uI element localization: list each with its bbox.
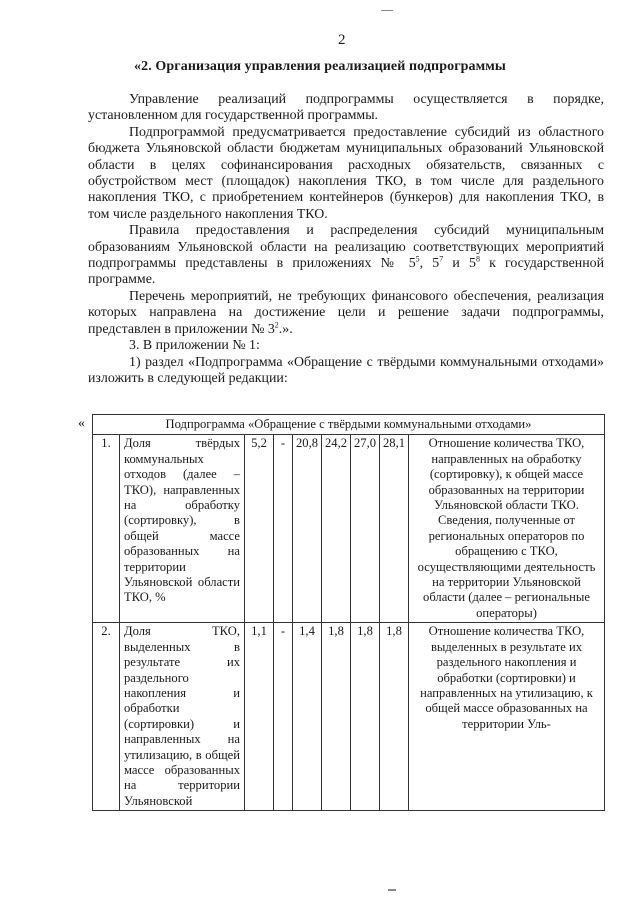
value-cell: 1,4 — [293, 623, 322, 811]
section-heading: «2. Организация управления реализацией подпрограммы — [134, 59, 506, 74]
source-note-text: Сведения, полученные от региональных операторов по обращению с ТКО, осуществляющими деятельность на территории Ульяновской области (далее – региональные операторы) — [417, 513, 596, 620]
table-row — [93, 435, 605, 623]
value-cell: - — [274, 623, 293, 811]
sup: 7 — [439, 254, 444, 264]
method-note-text: Отношение количества ТКО, выделенных в результате их раздельного накопления и обработки (сортировки) и направленных на утилизацию, к общей массе образованных на территории Уль- — [420, 624, 593, 731]
method-note — [409, 435, 605, 623]
paragraph-3-mid2: и 5 — [443, 256, 476, 272]
value-cell: 20,8 — [293, 435, 322, 623]
indicator-name: Доля ТКО, выделенных в результате их раздельного накопления и обработки (сортировки) и направленных на утилизацию, в общей массе образованных на территории Ульяновской — [120, 623, 245, 811]
scan-mark-bottom — [388, 889, 396, 891]
value-cell: 1,8 — [380, 623, 409, 811]
scan-mark-top — [381, 10, 393, 11]
row-number: 1. — [93, 435, 120, 623]
row-number: 2. — [93, 623, 120, 811]
table-row — [93, 623, 605, 811]
paragraph-3-mid1: , 5 — [419, 256, 440, 272]
page-number: 2 — [338, 32, 346, 48]
value-cell: 1,8 — [322, 623, 351, 811]
table-header-row — [93, 415, 605, 435]
indicator-name: Доля твёрдых коммунальных отходов (далее – ТКО), направленных на обработку (сортировку), в общей массе образованных на территории Ульяновской области ТКО, % — [120, 435, 245, 623]
value-cell: 28,1 — [380, 435, 409, 623]
paragraph-3 — [88, 223, 604, 289]
value-cell: 1,1 — [245, 623, 274, 811]
method-note-text: Отношение количества ТКО, направленных на обработку (сортировку), к общей массе образованных на территории Ульяновской области ТКО. — [428, 436, 585, 513]
paragraph-3-text: Правила предоставления и распределения субсидий муниципальным образованиям Ульяновской области на реализацию соответствующих мероприятий подпрограммы представлены в приложениях № 5 — [88, 223, 604, 272]
value-cell: 27,0 — [351, 435, 380, 623]
paragraph-5: 3. В приложении № 1: — [129, 338, 260, 354]
table-header: Подпрограмма «Обращение с твёрдыми коммунальными отходами» — [93, 415, 605, 435]
paragraph-6: 1) раздел «Подпрограмма «Обращение с твёрдыми коммунальными отходами» изложить в следующей редакции: — [88, 354, 604, 386]
paragraph-4-text: Перечень мероприятий, не требующих финансового обеспечения, реализация которых направлена на достижение цели и решение задачи подпрограммы, представлен в приложении № 3 — [88, 288, 604, 337]
value-cell: 1,8 — [351, 623, 380, 811]
method-note — [409, 623, 605, 811]
indicator-table — [92, 414, 605, 811]
body-text — [88, 92, 604, 387]
paragraph-3-end: к государственной программе. — [88, 256, 605, 288]
paragraph-2: Подпрограммой предусматривается предоставление субсидий из областного бюджета Ульяновской области бюджетам муниципальных образований Ульяновской области в целях софинансирования расходных обязательств, связанных с обустройством мест (площадок) накопления ТКО, в том числе для раздельного накопления ТКО, с приобретением контейнеров (бункеров) для накопления ТКО, в том числе раздельного накопления ТКО. — [88, 124, 604, 222]
sup: 5 — [415, 254, 420, 264]
sup: 8 — [475, 254, 480, 264]
paragraph-4-end: .». — [278, 321, 293, 337]
value-cell: 5,2 — [245, 435, 274, 623]
quote-mark: « — [78, 416, 85, 431]
paragraph-4 — [88, 289, 604, 338]
sup: 2 — [274, 320, 279, 330]
value-cell: - — [274, 435, 293, 623]
paragraph-1: Управление реализаций подпрограммы осуществляется в порядке, установленном для государственной программы. — [88, 92, 604, 124]
value-cell: 24,2 — [322, 435, 351, 623]
